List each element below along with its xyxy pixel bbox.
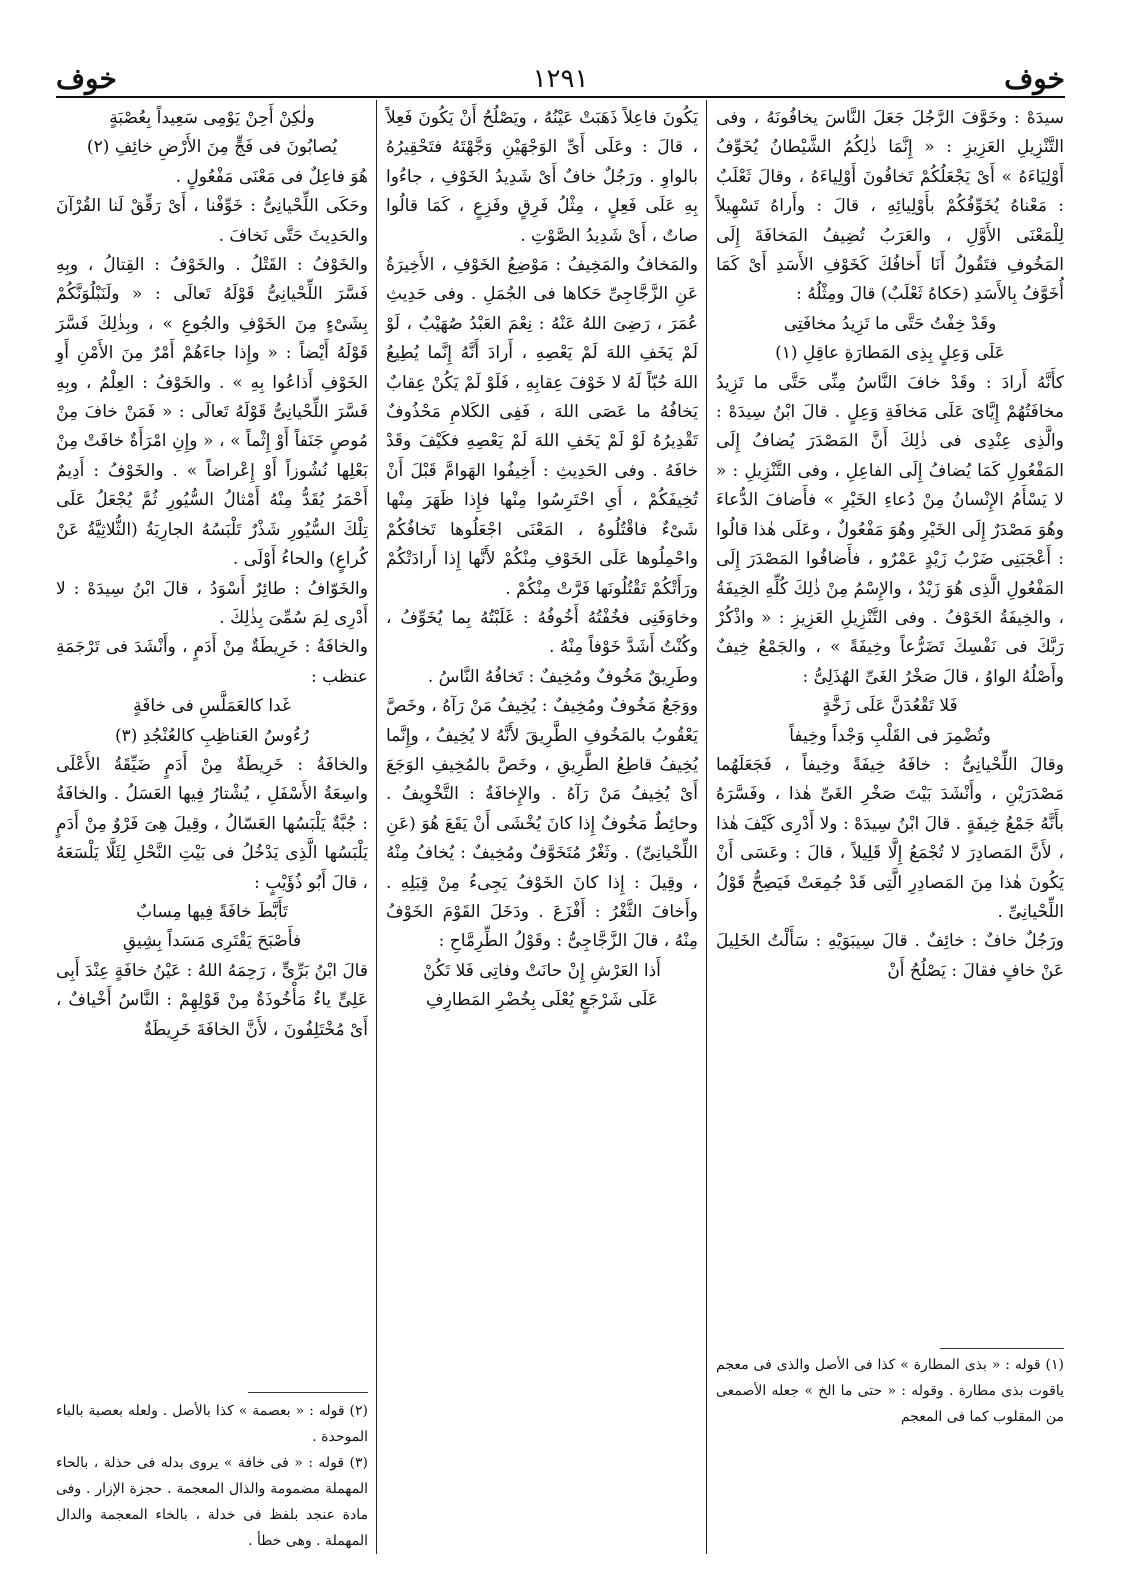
footnote: (٣) قوله : « فى خافة » يروى بدله فى حذلة ، بالحاء المهملة مضمومة والذال المعجمة . حجزة الإزار . وفى مادة عنجد بلفظ فى خدلة ، بالخاء المعجمة والدال المهملة . وهى خطأ . <box>56 1455 368 1549</box>
footnote-rule-right <box>940 1348 1064 1349</box>
page-header <box>56 62 1065 96</box>
verse-line: يُصابُونَ فى فَجٍّ مِنَ الأَرْضِ خائِفِ (٢) <box>86 137 338 158</box>
paragraph: والخَوْفُ : القَتْلُ . والخَوْفُ : القِتالُ ، وبِهِ فَسَّرَ اللِّحْيانِىُّ قَوْلَهُ تَعالَى : « ولَنَبْلُوَنَّكُمْ بِشَىْءٍ مِنَ الخَوْفِ والجُوعِ » ، وبِذٰلِكَ فَسَّرَ قَوْلَهُ أَيْضاً : « وإِذا جاءَهُمْ أَمْرٌ مِنَ الأَمْنِ أَوِ الخَوْفِ أَذاعُوا بِهِ » . والخَوْفُ : العِلْمُ ، وبِهِ فَسَّرَ اللِّحْيانِىُّ قَوْلَهُ تَعالَى : « فَمَنْ خافَ مِنْ مُوصٍ جَنَفاً أَوْ إِثْماً » ، « وإِنِ امْرَأَةٌ خافَتْ مِنْ بَعْلِها نُشُوزاً أَوْ إِعْراضاً » . والخَوْفُ : أَدِيمٌ أَحْمَرُ يُقَدُّ مِنْهُ أَمْثالُ السُّيُورِ ثُمَّ يُجْعَلُ عَلَى تِلْكَ السُّيُورِ شَذْرٌ تَلْبَسُهُ الجارِيَةُ (الثُّلاثِيَّةُ عَنْ كُراعٍ) والحاءُ أَوْلَى . <box>56 255 368 570</box>
paragraph: والخافَةُ : خَرِيطَةٌ مِنْ أَدَمٍ ضَيِّقَةُ الأَعْلَى واسِعَةُ الأَسْفَلِ ، يُشْتارُ فِيها العَسَلُ . والخافَةُ : جُبَّةٌ يَلْبَسُها العَسّالُ ، وقِيلَ هِىَ فَرْوٌ مِنْ أَدَمٍ يَلْبَسُها الَّذِى يَدْخُلُ فى بَيْتِ النَّحْلِ لِئَلَّا يَلْسَعَهُ ، قالَ أَبُو ذُؤَيْبٍ : <box>56 754 368 893</box>
verse-line: أَذا العَرْشِ إِنْ حانَتْ وفاتِى فَلا تَكُنْ <box>423 960 661 981</box>
paragraph: وحَكَى اللِّحْيانِىُّ : خَوِّفْنا ، أَىْ رَقِّقْ لَنا القُرْآنَ والحَدِيثَ حَتَّى نَخافَ . <box>56 196 368 246</box>
paragraph: ووَجَعٌ مَخُوفٌ ومُخِيفٌ : يُخِيفُ مَنْ رَآهُ ، وخَصَّ يَعْقُوبُ بالمَخُوفِ الطَّرِيقَ لأَنَّهُ لا يُخِيفُ ، وإِنَّما يُخِيفُ قاطِعُ الطَّرِيقِ ، وخَصَّ بالمُخِيفِ الوَجَعَ أَىْ يُخِيفُ مَنْ رَآهُ . والإِخافَةُ : التَّخْوِيفُ . وحائِطٌ مَخُوفٌ إِذا كانَ يُخْشَى أَنْ يَقَعَ هُوَ (عَنِ اللِّحْيانِىِّ) . وثَغْرٌ مُتَخَوَّفٌ ومُخِيفٌ : يُخافُ مِنْهُ ، وقِيلَ : إِذا كانَ الخَوْفُ يَجِىءُ مِنْ قِبَلِهِ . وأَخافَ الثَّغْرُ : أَفْزَعَ . ودَخَلَ القَوْمَ الخَوْفُ مِنْهُ ، قالَ الزَّجَّاجِىُّ : وقَوْلُ الطِّرِمَّاحِ : <box>386 696 698 952</box>
running-headword-left: خوف <box>56 62 117 95</box>
verse-line: عَلَى شَرْجَعٍ يُعْلَى بِخُضْرِ المَطارِفِ <box>426 990 658 1011</box>
paragraph: كأَنَّهُ أَرادَ : وقَدْ خافَ النَّاسُ مِنِّى حَتَّى ما تَزِيدُ مخافَتُهُمْ إِيَّاىَ عَلَى مَخافَةِ وَعِلٍ . قالَ ابْنُ سِيدَهْ : والَّذِى عِنْدِى فى ذٰلِكَ أَنَّ المَصْدَرَ يُضافُ إِلَى المَفْعُولِ كَمَا يُضافُ إِلَى الفاعِلِ ، وفى التَّنْزِيلِ : « لا يَسْأَمُ الإِنْسانُ مِنْ دُعاءِ الخَيْرِ » فأَضافَ الدُّعاءَ وهُوَ مَصْدَرٌ إِلَى الخَيْرِ وهُوَ مَفْعُولٌ ، وعَلَى هٰذا قالُوا : أَعْجَبَنِى ضَرْبُ زَيْدٍ عَمْرٌو ، فأَضافُوا المَصْدَرَ إِلَى المَفْعُولِ الَّذِى هُوَ زَيْدٌ ، والإِسْمُ مِنْ ذٰلِكَ كُلِّهِ الخِيفَةُ ، والخِيفَةُ الخَوْفُ . وفى التَّنْزِيلِ العَزِيزِ : « واذْكُرْ رَبَّكَ فى نَفْسِكَ تَضَرُّعاً وخِيفَةً » ، والجَمْعُ خِيفٌ وأَصْلُهُ الواوُ ، قالَ صَخْرُ الغَىِّ الهُذَلِىُّ : <box>716 372 1064 687</box>
paragraph: والمَخافُ والمَخِيفُ : مَوْضِعُ الخَوْفِ ، الأَخِيرَةُ عَنِ الزَّجَّاجِىِّ حَكاها فى الجُمَلِ . وفى حَدِيثِ عُمَرَ ، رَضِىَ اللهُ عَنْهُ : نِعْمَ العَبْدُ صُهَيْبٌ ، لَوْ لَمْ يَخَفِ اللهَ لَمْ يَعْصِهِ ، أَرادَ أَنَّهُ إِنَّما يُطِيعُ اللهَ حُبّاً لَهُ لا خَوْفَ عِقابِهِ ، فَلَوْ لَمْ يَكُنْ عِقابٌ يَخافُهُ ما عَصَى اللهَ ، فَفِى الكَلامِ مَحْذُوفٌ تَقْدِيرُهُ لَوْ لَمْ يَخَفِ اللهَ لَمْ يَعْصِهِ فكَيْفَ وقَدْ خافَهُ . وفى الحَدِيثِ : أَخِيفُوا الهَوامَّ قَبْلَ أَنْ تُخِيفَكُمْ ، أَىِ احْتَرِسُوا مِنْها فإِذا ظَهَرَ مِنْها شَىْءٌ فاقْتُلُوهُ ، المَعْنَى اجْعَلُوها تَخافُكُمْ واحْمِلُوها عَلَى الخَوْفِ مِنْكُمْ لأَنَّها إِذا أَرادَتْكُمْ ورَأَتْكُمْ تَقْتُلُونَها فَرَّتْ مِنْكُمْ . <box>386 255 698 599</box>
footnote: (٢) قوله : « بعصمة » كذا بالأصل . ولعله بعصبة بالباء الموحدة . <box>56 1403 368 1445</box>
verse-line: فَلا تَقْعُدَنَّ عَلَى زَخَّةٍ <box>822 696 958 717</box>
paragraph: وخاوَفَنِى فخُفْتُهُ أَخُوفُهُ : غَلَبْتُهُ بِما يُخَوِّفُ ، وكُنْتُ أَشَدَّ خَوْفاً مِنْهُ . <box>386 607 698 658</box>
paragraph: يَكُونَ فاعِلاً ذَهَبَتْ عَيْنُهُ ، ويَصْلُحُ أَنْ يَكُونَ فَعِلاً ، قالَ : وعَلَى أَىِّ الوَجْهَيْنِ وَجَّهْتَهُ فتَحْقِيرُهُ بالواوِ . ورَجُلٌ خافٌ أَىْ شَدِيدُ الخَوْفِ ، جاءُوا بِهِ عَلَى فَعِلٍ ، مِثْلُ فَرِقٍ وفَزِعٍ ، كَمَا قالُوا صاتٌ ، أَىْ شَدِيدُ الصَّوْتِ . <box>386 108 698 246</box>
running-headword-right: خوف <box>1004 62 1065 95</box>
paragraph: ورَجُلٌ خافٌ : خائِفٌ . قالَ سِيبَوَيْهِ : سَأَلْتُ الخَلِيلَ عَنْ خافٍ فقالَ : يَصْلُحُ أَنْ <box>716 931 1064 981</box>
verse-line: عَلَى وَعِلٍ بِذِى المَطارَةِ عاقِلِ (١) <box>775 343 1005 364</box>
paragraph: قالَ ابْنُ بَرِّىٍّ ، رَحِمَهُ اللهُ : عَيْنُ خافَةٍ عِنْدَ أَبِى عَلِىٍّ ياءٌ مَأْخُوذَةٌ مِنْ قَوْلِهِمْ : النَّاسُ أَخْيافٌ ، أَىْ مُخْتَلِفُونَ ، لأَنَّ الخافَةَ خَرِيطَةٌ <box>56 960 368 1040</box>
column-divider-right <box>706 100 707 1554</box>
paragraph: وقالَ اللِّحْيانِىُّ : خافَهُ خِيفَةً وخِيفاً ، فَجَعَلَهُما مَصْدَرَيْنِ ، وأَنْشَدَ بَيْتَ صَخْرِ الغَىِّ هٰذا ، وفَسَّرَهُ بأَنَّهُ جَمْعُ خِيفَةٍ . قالَ ابْنُ سِيدَهْ : ولا أَدْرِى كَيْفَ هٰذا ، لأَنَّ المَصادِرَ لا تُجْمَعُ إِلَّا قَلِيلاً ، قالَ : وعَسَى أَنْ يَكُونَ هٰذا مِنَ المَصادِرِ الَّتِى قَدْ جُمِعَتْ فَيَصِحُّ قَوْلُ اللِّحْيانِىِّ . <box>716 754 1064 922</box>
verse-line: غَدا كالعَمَلَّسِ فى خافَةٍ <box>133 696 291 717</box>
paragraph: سيدَهْ : وخَوَّفَ الرَّجُلَ جَعَلَ النَّاسَ يخافُونَهُ ، وفى التَّنْزِيلِ العَزِيزِ : « إِنَّمَا ذٰلِكُمُ الشَّيْطانُ يُخَوِّفُ أَوْلِيَاءَهُ » أَىْ يَجْعَلُكُمْ تَخافُونَ أَوْلِياءَهُ ، وقالَ ثَعْلَبٌ : مَعْناهُ يُخَوِّفُكُمْ بأَوْلِيائِهِ ، قالَ : وأَراهُ تَسْهِيلاً لِلْمَعْنَى الأَوَّلِ ، والعَرَبُ تُضِيفُ المَخافَةَ إِلَى المَخُوفِ فتَقُولُ أَنَا أَخافُكَ كَخَوْفِ الأَسَدِ أَىْ كَمَا أُخَوَّفُ بِالأَسَدِ (حَكاهُ ثَعْلَبٌ) قالَ ومِثْلُهُ : <box>716 108 1064 305</box>
verse-line: رُءُوسُ العَناظِبِ كالعُنْجُدِ (٣) <box>114 725 310 746</box>
verse-line: وتُضْمِرَ فى القَلْبِ وَجْداً وخِيفاً <box>789 725 991 746</box>
column-right <box>716 104 1064 1340</box>
verse-line: فأَصْبَحَ يَقْتَرِى مَسَداً بِشِيقِ <box>122 931 302 952</box>
column-middle <box>386 104 698 1584</box>
footnotes-right <box>716 1352 1064 1462</box>
paragraph: هُوَ فاعِلٌ فى مَعْنَى مَفْعُولٍ . <box>175 166 368 187</box>
verse-line: ولٰكِنْ أَحِنْ يَوْمِى سَعِيداً بِعُصْبَةٍ <box>109 108 315 128</box>
paragraph: والخَوّافُ : طائِرٌ أَسْوَدُ ، قالَ ابْنُ سِيدَهْ : لا أَدْرِى لِمَ سُمِّىَ بِذٰلِكَ . <box>56 578 368 628</box>
footnote-rule-left <box>248 1392 368 1393</box>
column-divider-left <box>376 100 377 1554</box>
verse-line: وقَدْ خِفْتُ حَتَّى ما تَزِيدُ مخافَتِى <box>783 313 997 334</box>
footnote: (١) قوله : « بذى المطارة » كذا فى الأصل والذى فى معجم ياقوت بذى مطارة . وقوله : « حتى ما الخ » جعله الأصمعى من المقلوب كما فى المعجم <box>716 1357 1064 1425</box>
paragraph: والخافَةُ : خَرِيطَةٌ مِنْ أَدَمٍ ، وأَنْشَدَ فى تَرْجَمَةِ عنظب : <box>56 637 368 687</box>
header-rule <box>56 96 1065 98</box>
paragraph: وطَرِيقٌ مَخُوفٌ ومُخِيفٌ : تَخافُهُ النَّاسُ . <box>427 666 698 687</box>
page-number: ١٢٩١ <box>532 64 589 94</box>
footnotes-left <box>56 1398 368 1549</box>
column-left <box>56 104 368 1354</box>
verse-line: تَأَبَّطَ خافَةً فِيها مِسابٌ <box>136 901 288 922</box>
